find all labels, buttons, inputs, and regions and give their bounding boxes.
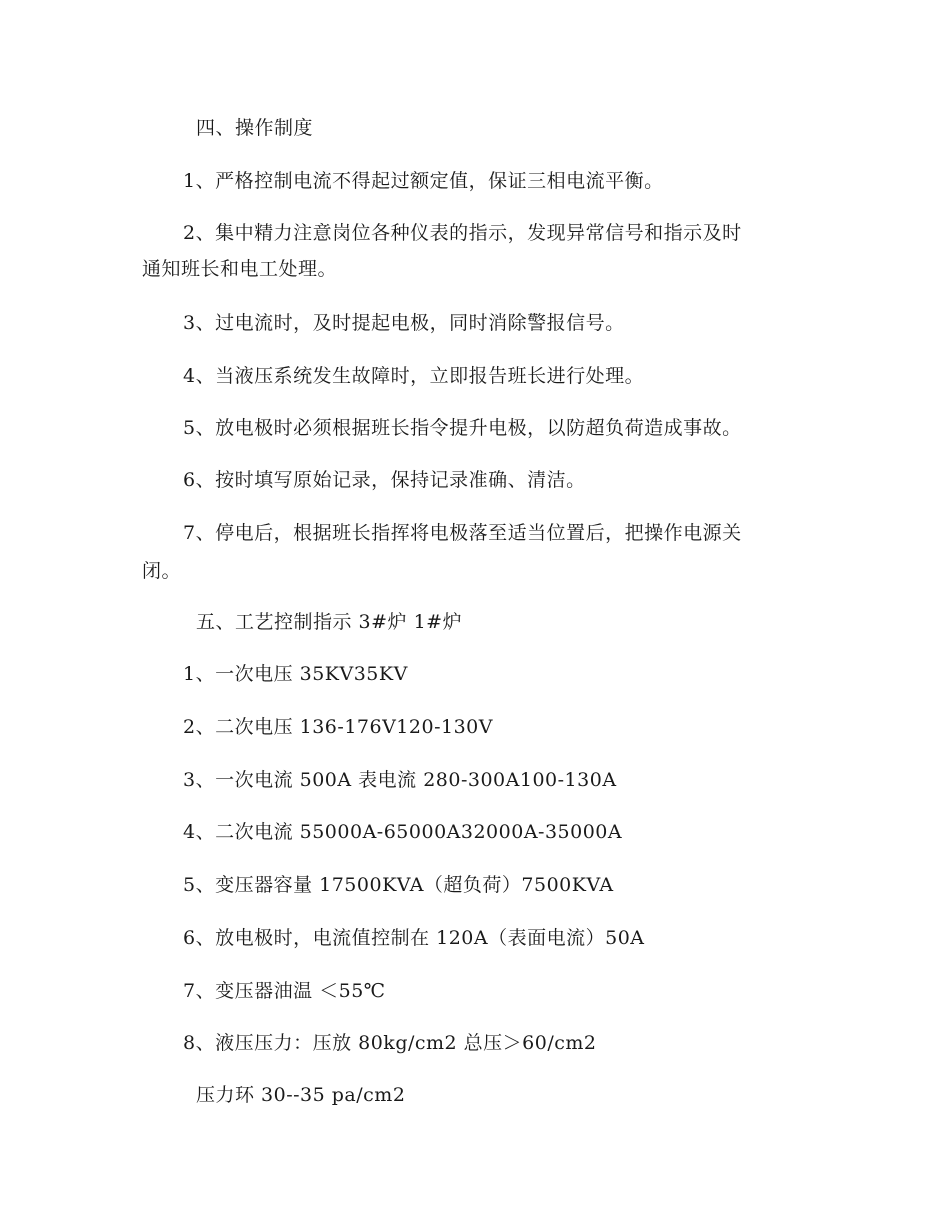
section-5-item-7: 7、变压器油温 ＜55℃	[183, 980, 386, 1002]
section-5-item-8-cont: 压力环 30--35 pa/cm2	[196, 1084, 406, 1106]
section-5-item-4: 4、二次电流 55000A-65000A32000A-35000A	[183, 821, 623, 843]
section-5-item-8: 8、液压压力：压放 80kg/cm2 总压＞60/cm2	[183, 1032, 597, 1054]
section-4-item-7-cont: 闭。	[142, 560, 182, 582]
section-4-item-6: 6、按时填写原始记录，保持记录准确、清洁。	[183, 469, 586, 491]
section-4-item-1: 1、严格控制电流不得起过额定值，保证三相电流平衡。	[183, 170, 664, 192]
section-4-item-7: 7、停电后，根据班长指挥将电极落至适当位置后，把操作电源关	[183, 522, 742, 544]
section-5-item-6: 6、放电极时，电流值控制在 120A（表面电流）50A	[183, 927, 645, 949]
section-5-item-5: 5、变压器容量 17500KVA（超负荷）7500KVA	[183, 874, 614, 896]
section-4-item-4: 4、当液压系统发生故障时，立即报告班长进行处理。	[183, 365, 645, 387]
section-4-item-2-cont: 通知班长和电工处理。	[142, 258, 338, 280]
section-4-heading: 四、操作制度	[196, 117, 314, 139]
section-4-item-3: 3、过电流时，及时提起电极，同时消除警报信号。	[183, 312, 625, 334]
section-5-item-3: 3、一次电流 500A 表电流 280-300A100-130A	[183, 769, 617, 791]
section-5-heading: 五、工艺控制指示 3#炉 1#炉	[196, 611, 463, 633]
section-5-item-2: 2、二次电压 136-176V120-130V	[183, 716, 493, 738]
section-4-item-2: 2、集中精力注意岗位各种仪表的指示，发现异常信号和指示及时	[183, 222, 742, 244]
section-5-item-1: 1、一次电压 35KV35KV	[183, 663, 408, 685]
section-4-item-5: 5、放电极时必须根据班长指令提升电极，以防超负荷造成事故。	[183, 417, 742, 439]
